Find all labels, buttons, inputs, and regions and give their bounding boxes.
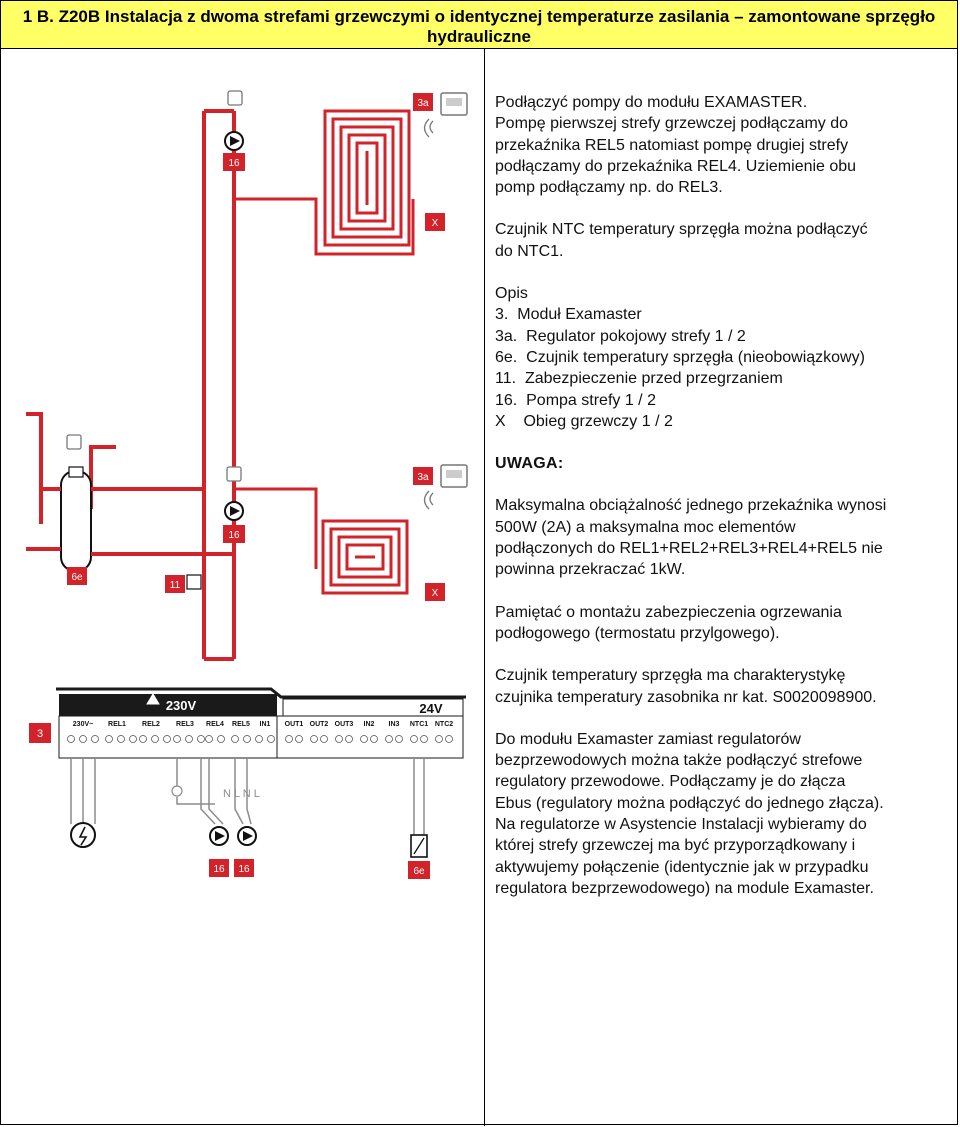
ntc-paragraph: Czujnik NTC temperatury sprzęgła można podłączyć do NTC1.: [495, 221, 868, 260]
pump-icon: [210, 827, 228, 845]
sensor-paragraph: Czujnik temperatury sprzęgła ma charakterystykę czujnika temperatury zasobnika nr kat. S0020098900.: [495, 667, 877, 706]
svg-text:16: 16: [213, 864, 225, 875]
svg-text:3a: 3a: [417, 98, 429, 109]
pump-icon: [225, 132, 243, 150]
floor-heating-loop-1: [325, 111, 409, 245]
svg-text:11: 11: [169, 580, 181, 591]
zone-1-circuit: [204, 91, 467, 659]
svg-text:3: 3: [36, 728, 44, 740]
svg-text:NTC2: NTC2: [434, 721, 454, 728]
svg-text:IN3: IN3: [388, 721, 400, 728]
badge-3a-mid: [413, 467, 433, 485]
badge-x-top: [425, 213, 445, 231]
badge-3a-top: [413, 93, 433, 111]
svg-text:3a: 3a: [417, 472, 429, 483]
svg-text:IN1: IN1: [259, 721, 271, 728]
nl-label: N L N L: [223, 788, 260, 800]
svg-text:16: 16: [238, 864, 250, 875]
socket-icon: [227, 467, 241, 481]
wired-regulators-paragraph: Do modułu Examaster zamiast regulatorów bezprzewodowych można także podłączyć strefowe regulatory przewodowe. Podłączamy je do złącza Ebus (regulatory można podłączyć do jednego złącza). Na regulatorze w Asystencie Instalacji wybieramy do której strefy grzewczej ma być przyporządkowany i aktywujemy połączenie (identycznie jak w przypadku regulatora bezprzewodowego) na module Examaster.: [495, 730, 884, 897]
socket-icon: [228, 91, 242, 105]
svg-text:16: 16: [228, 158, 240, 169]
intro-paragraph: Podłączyć pompy do modułu EXAMASTER. Pompę pierwszej strefy grzewczej podłączamy do przekaźnika REL5 natomiast pompę drugiej strefy podłączamy do przekaźnika REL4. Uziemienie obu pomp podłączamy np. do REL3.: [495, 94, 857, 197]
svg-text:16: 16: [228, 530, 240, 541]
badge-16-a: [209, 859, 229, 877]
badge-11: [165, 575, 185, 593]
thermostat-icon: [187, 575, 201, 589]
legend-item: 3a. Regulator pokojowy strefy 1 / 2: [495, 327, 746, 345]
legend-item: 16. Pompa strefy 1 / 2: [495, 391, 656, 409]
svg-text:24V: 24V: [419, 701, 443, 716]
svg-text:REL3: REL3: [176, 721, 194, 728]
warning-heading: UWAGA:: [495, 455, 564, 473]
svg-text:6e: 6e: [71, 572, 83, 583]
installation-diagram: [1, 49, 484, 1126]
legend: [495, 283, 955, 432]
badge-x-mid: [425, 583, 445, 601]
badge-16-top: [223, 153, 245, 171]
badge-6e-bottom: [408, 861, 430, 879]
svg-text:REL5: REL5: [232, 721, 250, 728]
svg-text:OUT1: OUT1: [284, 721, 304, 728]
svg-text:REL2: REL2: [142, 721, 160, 728]
pump-icon: [225, 502, 243, 520]
svg-text:REL1: REL1: [108, 721, 126, 728]
page-title: 1 B. Z20B Instalacja z dwoma strefami grzewczymi o identycznej temperaturze zasilania – zamontowane sprzęgło hydrauliczne: [22, 7, 936, 46]
svg-text:6e: 6e: [413, 866, 425, 877]
svg-text:X: X: [431, 218, 439, 229]
temperature-sensor-icon: [411, 835, 427, 857]
svg-text:NTC1: NTC1: [409, 721, 429, 728]
svg-text:REL4: REL4: [206, 721, 224, 728]
legend-item: 3. Moduł Examaster: [495, 306, 642, 324]
column-divider: [484, 48, 485, 1126]
power-supply-icon: [71, 823, 95, 847]
svg-text:230V: 230V: [165, 698, 197, 713]
badge-6e: [67, 567, 87, 585]
legend-item: 6e. Czujnik temperatury sprzęgła (nieobowiązkowy): [495, 348, 865, 366]
svg-text:OUT2: OUT2: [309, 721, 329, 728]
svg-text:OUT3: OUT3: [334, 721, 354, 728]
legend-item: 11. Zabezpieczenie przed przegrzaniem: [495, 370, 783, 388]
svg-text:X: X: [431, 588, 439, 599]
badge-3: [29, 723, 51, 743]
legend-title: Opis: [495, 285, 528, 303]
zone-2-circuit: [187, 465, 467, 659]
header-bar: [1, 1, 957, 49]
legend-item: X Obieg grzewczy 1 / 2: [495, 412, 673, 430]
instructions-text: [495, 92, 955, 899]
svg-text:230V~: 230V~: [72, 721, 94, 728]
max-load-paragraph: Maksymalna obciążalność jednego przekaźnika wynosi 500W (2A) a maksymalna moc elementów podłączonych do REL1+REL2+REL3+REL4+REL5 nie powinna przekraczać 1kW.: [495, 497, 887, 579]
floor-heating-loop-2: [323, 521, 407, 593]
pump-icon: [238, 827, 256, 845]
svg-text:IN2: IN2: [363, 721, 375, 728]
ground-icon: [172, 786, 182, 796]
badge-16-b: [234, 859, 254, 877]
protection-paragraph: Pamiętać o montażu zabezpieczenia ogrzewania podłogowego (termostatu przylgowego).: [495, 603, 842, 642]
badge-16-mid: [223, 525, 245, 543]
